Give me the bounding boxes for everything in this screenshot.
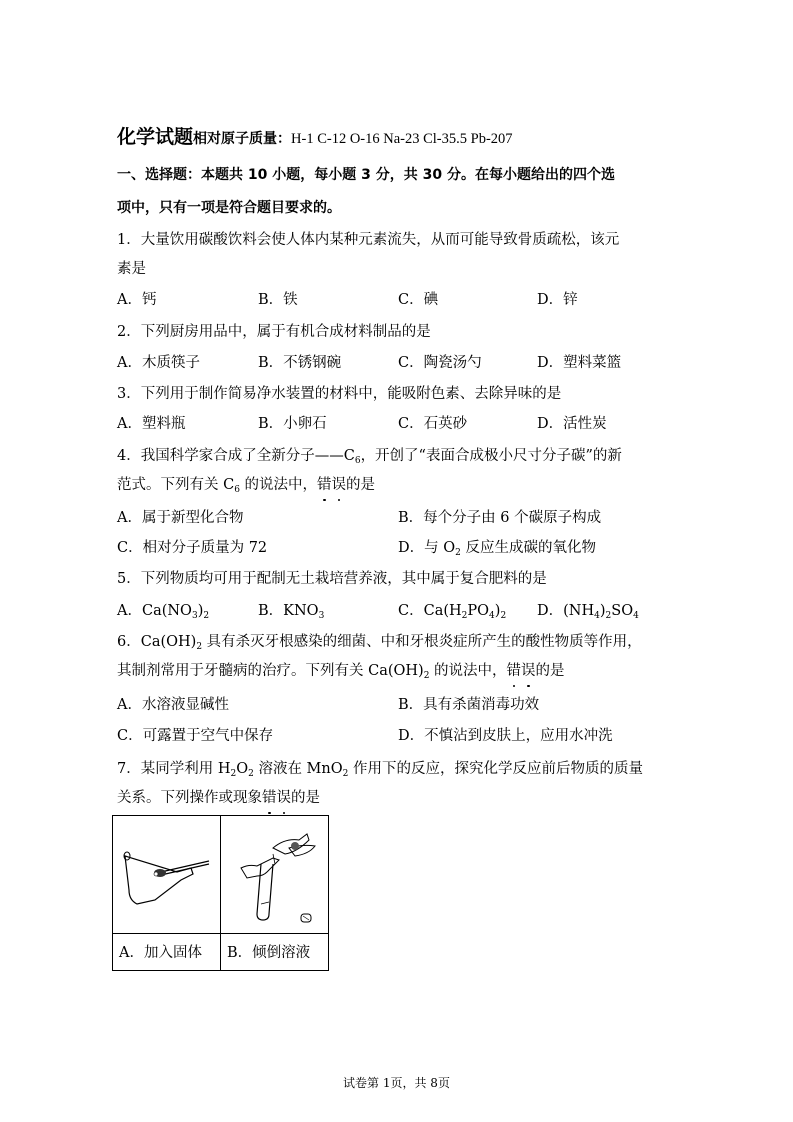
q5-optc-text-b: PO	[467, 603, 490, 619]
figure-caption-b: B．倾倒溶液	[227, 945, 311, 961]
q6-emphasis-char2: 误	[521, 663, 536, 679]
q5-optc-sub3: 2	[500, 611, 507, 621]
q5-optd-sub2: 2	[605, 611, 612, 621]
q6-line2-text-c: 的是	[535, 663, 565, 679]
q4-line2-text-b: 的说法中，	[239, 477, 318, 493]
q5-opta-sub2: 2	[203, 611, 210, 621]
q4-stem-line2	[117, 475, 375, 495]
q5-optd-sub3: 4	[633, 611, 639, 621]
q5-optc-sub1: 2	[461, 611, 468, 621]
page-footer: 试卷第 1页，共 8页	[343, 1076, 450, 1090]
q4-line1-subscript: 6	[354, 456, 361, 466]
q1-stem-line2: 素是	[117, 261, 146, 277]
figure-caption-a: A．加入固体	[119, 945, 202, 961]
q4-optd-subscript: 2	[455, 548, 461, 558]
q7-line1-sub2: 2	[248, 769, 254, 779]
q5-optc-text-a: C．Ca(H	[398, 603, 462, 619]
q1-option-d: D．锌	[537, 292, 578, 308]
q5-optc-sub2: 4	[489, 611, 495, 621]
q7-figure-table	[112, 815, 329, 971]
flask-adding-solid-illustration	[115, 820, 217, 928]
q3-option-d: D．活性炭	[537, 416, 607, 432]
q5-option-b	[258, 601, 324, 621]
q5-opta-text-b: )	[197, 603, 204, 619]
q5-option-d	[537, 601, 639, 621]
q5-option-c	[398, 601, 506, 621]
q3-option-c: C．石英砂	[398, 416, 468, 432]
q1-option-b: B．铁	[258, 292, 298, 308]
q4-line1-text-b: ，开创了“表面合成极小尺寸分子碳”的新	[360, 448, 622, 464]
q4-option-a: A．属于新型化合物	[117, 510, 244, 526]
q2-stem: 2．下列厨房用品中，属于有机合成材料制品的是	[117, 324, 431, 340]
q4-line2-text-c: 的是	[346, 477, 376, 493]
q7-line2-text-c: 的是	[291, 790, 320, 806]
q4-emphasis-char1: 错	[317, 477, 332, 493]
q3-option-b: B．小卵石	[258, 416, 327, 432]
q5-optd-text-b: )	[599, 603, 606, 619]
figure-row-divider	[113, 933, 328, 934]
q2-option-a: A．木质筷子	[117, 355, 200, 371]
q5-optd-text-a: D．(NH	[537, 603, 595, 619]
q5-optb-text-a: B．KNO	[258, 603, 319, 619]
section-heading-line2: 项中，只有一项是符合题目要求的。	[117, 200, 341, 216]
q3-option-a: A．塑料瓶	[117, 416, 186, 432]
q4-line1-text-a: 4．我国科学家合成了全新分子——C	[117, 448, 355, 464]
exam-title	[117, 127, 513, 149]
q6-line2-text-a: 其制剂常用于牙髓病的治疗。下列有关 Ca(OH)	[117, 663, 424, 679]
q5-option-a	[117, 601, 209, 621]
q1-option-a: A．钙	[117, 292, 157, 308]
q2-option-b: B．不锈钢碗	[258, 355, 342, 371]
q7-line1-text-c: 溶液在 MnO	[253, 761, 343, 777]
q4-line2-subscript: 6	[234, 485, 240, 495]
title-main: 化学试题	[117, 126, 194, 148]
q6-option-c: C．可露置于空气中保存	[117, 728, 274, 744]
q6-line1-subscript: 2	[196, 642, 203, 652]
q4-optd-text-a: D．与 O	[398, 540, 456, 556]
q1-option-c: C．碘	[398, 292, 439, 308]
q6-line1-text-b: 具有杀灭牙根感染的细菌、中和牙根炎症所产生的酸性物质等作用，	[202, 634, 642, 650]
section-heading-line1: 一、选择题：本题共 10 小题，每小题 3 分，共 30 分。在每小题给出的四个选	[117, 167, 615, 183]
q6-stem-line2	[117, 661, 565, 681]
q5-optb-sub: 3	[318, 611, 325, 621]
q1-stem-line1: 1．大量饮用碳酸饮料会使人体内某种元素流失，从而可能导致骨质疏松，该元	[117, 232, 620, 248]
q6-line2-text-b: 的说法中，	[429, 663, 507, 679]
q6-option-b: B．具有杀菌消毒功效	[398, 697, 540, 713]
q6-emphasis-char1: 错	[506, 663, 522, 679]
q4-stem-line1	[117, 446, 622, 466]
q5-opta-text-a: A．Ca(NO	[117, 603, 192, 619]
q6-line2-subscript: 2	[423, 671, 430, 681]
q6-option-a: A．水溶液显碱性	[117, 697, 229, 713]
q4-optd-text-b: 反应生成碳的氧化物	[460, 540, 596, 556]
pouring-solution-illustration	[223, 820, 325, 928]
q7-line1-text-d: 作用下的反应，探究化学反应前后物质的质量	[348, 761, 643, 777]
q6-line1-text-a: 6．Ca(OH)	[117, 634, 197, 650]
figure-column-divider	[220, 816, 221, 970]
q4-option-c: C．相对分子质量为 72	[117, 540, 268, 556]
q4-line2-text-a: 范式。下列有关 C	[117, 477, 235, 493]
q3-stem: 3．下列用于制作简易净水装置的材料中，能吸附色素、去除异味的是	[117, 386, 562, 402]
q2-option-d: D．塑料菜篮	[537, 355, 622, 371]
q7-emphasis-char1: 错	[262, 790, 277, 806]
q5-optd-text-c: SO	[611, 603, 634, 619]
q7-emphasis-char2: 误	[276, 790, 291, 806]
title-atomic-masses: H-1 C-12 O-16 Na-23 Cl-35.5 Pb-207	[291, 131, 513, 147]
q5-opta-sub1: 3	[191, 611, 198, 621]
q6-stem-line1	[117, 632, 642, 652]
q7-line1-sub1: 2	[230, 769, 237, 779]
q5-optd-sub1: 4	[594, 611, 600, 621]
q4-option-b: B．每个分子由 6 个碳原子构成	[398, 510, 602, 526]
q7-stem-line2	[117, 788, 320, 808]
q7-line1-text-a: 7．某同学利用 H	[117, 761, 231, 777]
q7-line2-text-a: 关系。下列操作或现象	[117, 790, 262, 806]
q7-line1-text-b: O	[236, 761, 249, 777]
q6-option-d: D．不慎沾到皮肤上，应用水冲洗	[398, 728, 613, 744]
title-atomic-mass-label: 相对原子质量：	[193, 131, 292, 147]
q5-stem: 5．下列物质均可用于配制无土栽培营养液，其中属于复合肥料的是	[117, 571, 547, 587]
q2-option-c: C．陶瓷汤勺	[398, 355, 482, 371]
q7-line1-sub3: 2	[342, 769, 349, 779]
q4-option-d	[398, 538, 596, 558]
q5-optc-text-c: )	[494, 603, 501, 619]
q4-emphasis-char2: 误	[331, 477, 347, 493]
q7-stem-line1	[117, 759, 643, 779]
